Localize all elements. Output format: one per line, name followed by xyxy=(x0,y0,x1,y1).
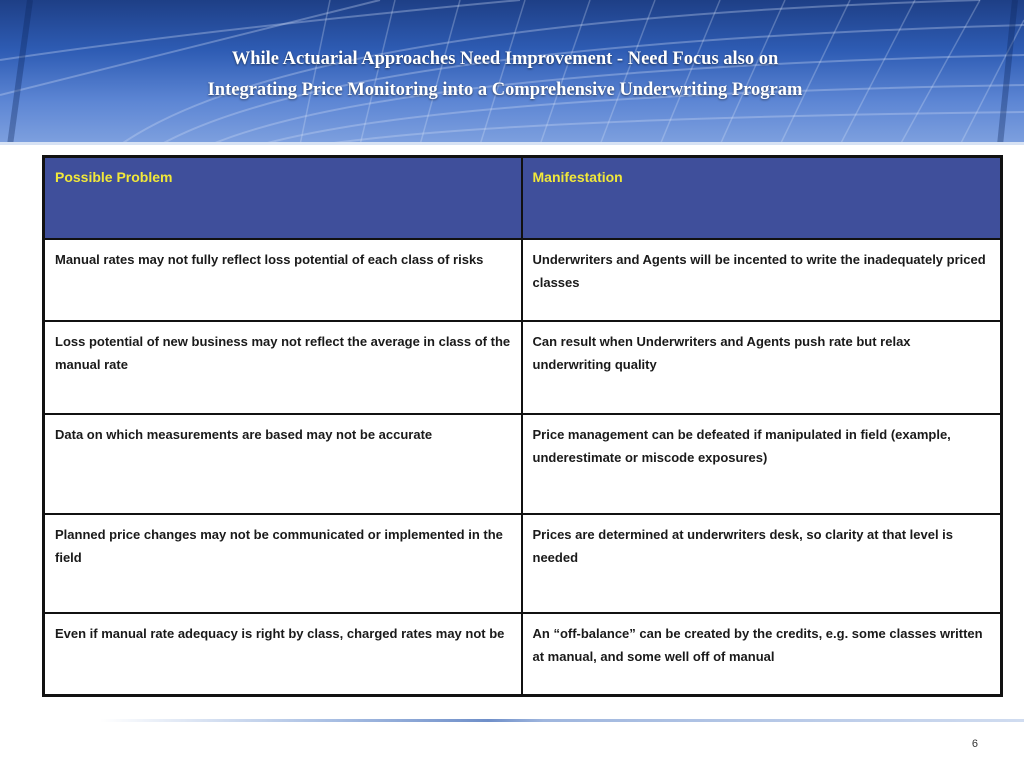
table-row xyxy=(44,321,1002,414)
manifestation-cell: An “off-balance” can be created by the credits, e.g. some classes written at manual, and some well off of manual xyxy=(522,613,1002,696)
slide-title-line-2: Integrating Price Monitoring into a Comprehensive Underwriting Program xyxy=(207,80,803,100)
footer-divider xyxy=(100,719,1024,722)
header-banner xyxy=(0,0,1024,145)
manifestation-cell: Price management can be defeated if manipulated in field (example, underestimate or miscode exposures) xyxy=(522,414,1002,514)
table-row xyxy=(44,613,1002,696)
problem-cell: Even if manual rate adequacy is right by class, charged rates may not be xyxy=(44,613,522,696)
manifestation-cell: Underwriters and Agents will be incented to write the inadequately priced classes xyxy=(522,239,1002,321)
page-number: 6 xyxy=(971,738,978,750)
header-divider xyxy=(0,142,1024,145)
problem-cell: Data on which measurements are based may not be accurate xyxy=(44,414,522,514)
problem-cell: Planned price changes may not be communicated or implemented in the field xyxy=(44,514,522,613)
column-header-possible-problem: Possible Problem xyxy=(44,157,522,240)
table-header-row xyxy=(44,157,1002,240)
manifestation-cell: Prices are determined at underwriters desk, so clarity at that level is needed xyxy=(522,514,1002,613)
table-row xyxy=(44,239,1002,321)
problem-cell: Loss potential of new business may not reflect the average in class of the manual rate xyxy=(44,321,522,414)
slide-title xyxy=(0,44,1010,106)
manifestation-cell: Can result when Underwriters and Agents push rate but relax underwriting quality xyxy=(522,321,1002,414)
table-row xyxy=(44,414,1002,514)
problem-cell: Manual rates may not fully reflect loss potential of each class of risks xyxy=(44,239,522,321)
column-header-manifestation: Manifestation xyxy=(522,157,1002,240)
problem-manifestation-table xyxy=(42,155,1003,697)
table-row xyxy=(44,514,1002,613)
slide-title-line-1: While Actuarial Approaches Need Improvement - Need Focus also on xyxy=(231,49,779,69)
